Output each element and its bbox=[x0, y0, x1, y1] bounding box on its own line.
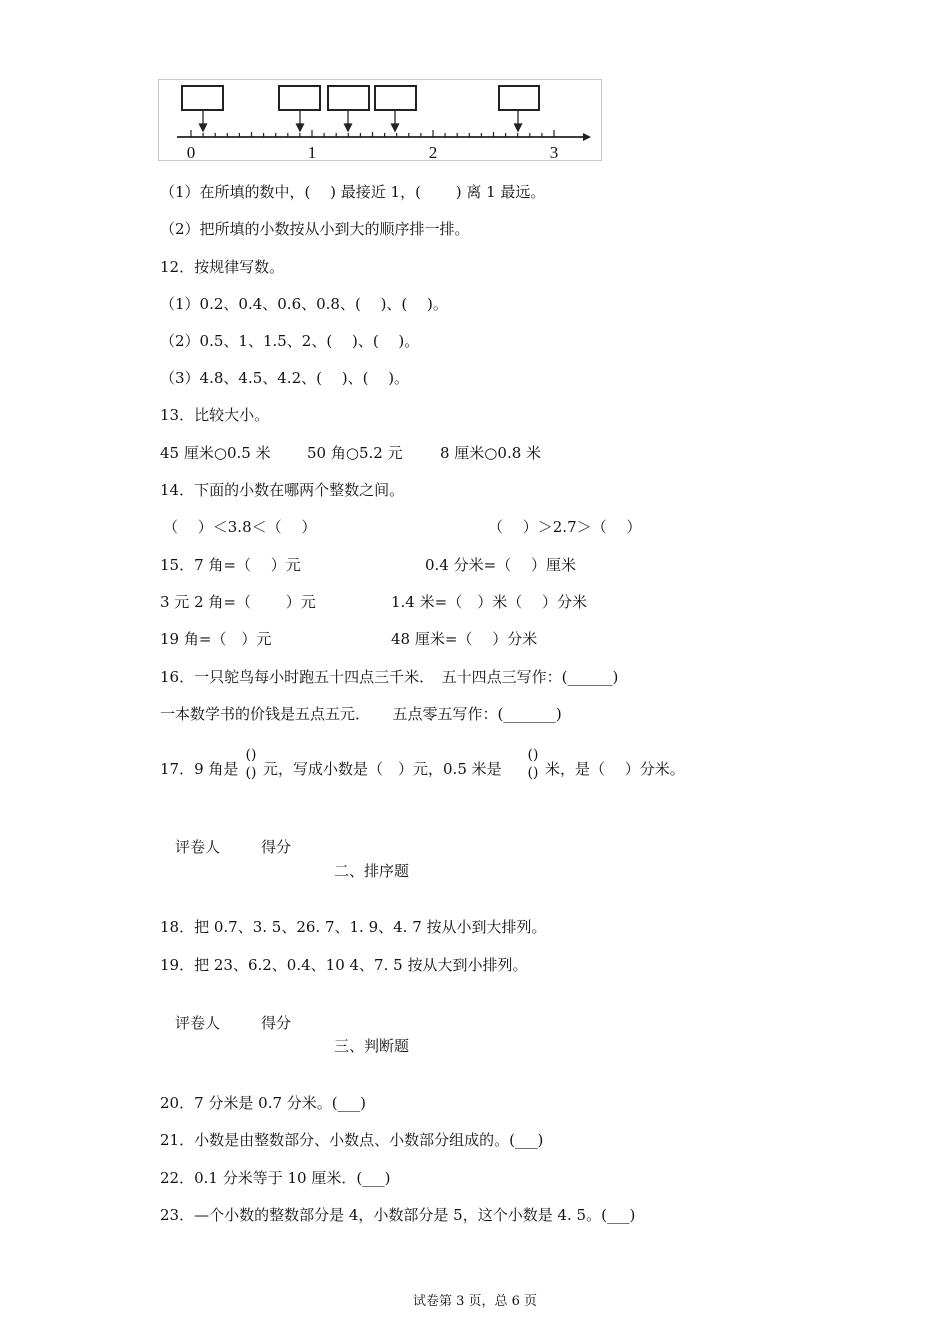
section3-title: 三、判断题 bbox=[334, 1037, 410, 1055]
q12-title: 12．按规律写数。 bbox=[160, 258, 285, 276]
q12-sub1: （1）0.2、0.4、0.6、0.8、( )、( )。 bbox=[160, 295, 448, 313]
fraction-numerator: () bbox=[245, 747, 257, 763]
number-line-svg bbox=[159, 80, 603, 162]
q13-item-c: 8 厘米○0.8 米 bbox=[440, 444, 542, 462]
number-line-figure bbox=[158, 79, 602, 161]
page-footer: 试卷第 3 页，总 6 页 bbox=[412, 1294, 538, 1309]
q20: 20．7 分米是 0.7 分米。(___) bbox=[160, 1094, 366, 1112]
q17-part1: 17．9 角是 bbox=[160, 760, 239, 778]
q17-fraction-2 bbox=[525, 746, 541, 782]
q13-item-a: 45 厘米○0.5 米 bbox=[160, 444, 271, 462]
q15-item-d: 1.4 米=（ ）米（ ）分米 bbox=[391, 593, 587, 611]
section2-title: 二、排序题 bbox=[334, 862, 410, 880]
q14-title: 14．下面的小数在哪两个整数之间。 bbox=[160, 481, 405, 499]
q15-item-b: 0.4 分米=（ ）厘米 bbox=[425, 556, 576, 574]
q11-sub2: （2）把所填的小数按从小到大的顺序排一排。 bbox=[160, 220, 470, 238]
q12-sub2: （2）0.5、1、1.5、2、( )、( )。 bbox=[160, 332, 420, 350]
answer-box-5 bbox=[499, 86, 539, 110]
q18: 18．把 0.7、3. 5、26. 7、1. 9、4. 7 按从小到大排列。 bbox=[160, 918, 547, 936]
q13-title: 13．比较大小。 bbox=[160, 406, 270, 424]
q14-item-b: （ ）＞2.7＞（ ） bbox=[488, 518, 642, 536]
q16-line-b: 一本数学书的价钱是五点五元． 五点零五写作：(_______) bbox=[160, 705, 562, 723]
q15-item-a: 15．7 角=（ ）元 bbox=[160, 556, 301, 574]
q15-item-c: 3 元 2 角=（ ）元 bbox=[160, 593, 316, 611]
section3-grader-label: 评卷人 bbox=[175, 1014, 221, 1032]
q13-item-b: 50 角○5.2 元 bbox=[307, 444, 403, 462]
tick-label-1: 1 bbox=[307, 143, 317, 162]
axis-arrow bbox=[583, 133, 591, 141]
q15-item-e: 19 角=（ ）元 bbox=[160, 630, 272, 648]
fraction-denominator: () bbox=[245, 765, 257, 781]
q17-part3: 米，是（ ）分米。 bbox=[545, 760, 685, 778]
q15-item-f: 48 厘米=（ ）分米 bbox=[391, 630, 538, 648]
fraction-numerator: () bbox=[527, 747, 539, 763]
tick-label-3: 3 bbox=[549, 143, 559, 162]
q16-line-a: 16．一只鸵鸟每小时跑五十四点三千米． 五十四点三写作：(______) bbox=[160, 668, 619, 686]
q17-part2: 元，写成小数是（ ）元，0.5 米是 bbox=[263, 760, 502, 778]
q21: 21．小数是由整数部分、小数点、小数部分组成的。(___) bbox=[160, 1131, 544, 1149]
answer-box-2 bbox=[279, 86, 320, 110]
q19: 19．把 23、6.2、0.4、10 4、7. 5 按从大到小排列。 bbox=[160, 956, 528, 974]
q14-item-a: （ ）＜3.8＜（ ） bbox=[163, 518, 317, 536]
fraction-denominator: () bbox=[527, 765, 539, 781]
answer-box-1 bbox=[182, 86, 223, 110]
q17-fraction-1 bbox=[243, 746, 259, 782]
section3-score-label: 得分 bbox=[261, 1014, 292, 1032]
answer-box-4 bbox=[375, 86, 416, 110]
tick-label-2: 2 bbox=[428, 143, 438, 162]
q12-sub3: （3）4.8、4.5、4.2、( )、( )。 bbox=[160, 369, 410, 387]
answer-box-3 bbox=[328, 86, 369, 110]
q22: 22．0.1 分米等于 10 厘米．(___) bbox=[160, 1169, 391, 1187]
tick-label-0: 0 bbox=[186, 143, 196, 162]
q23: 23．—个小数的整数部分是 4，小数部分是 5，这个小数是 4. 5。(___) bbox=[160, 1206, 636, 1224]
section2-score-label: 得分 bbox=[261, 838, 292, 856]
q11-sub1: （1）在所填的数中，( ) 最接近 1，( ) 离 1 最远。 bbox=[160, 183, 546, 201]
section2-grader-label: 评卷人 bbox=[175, 838, 221, 856]
